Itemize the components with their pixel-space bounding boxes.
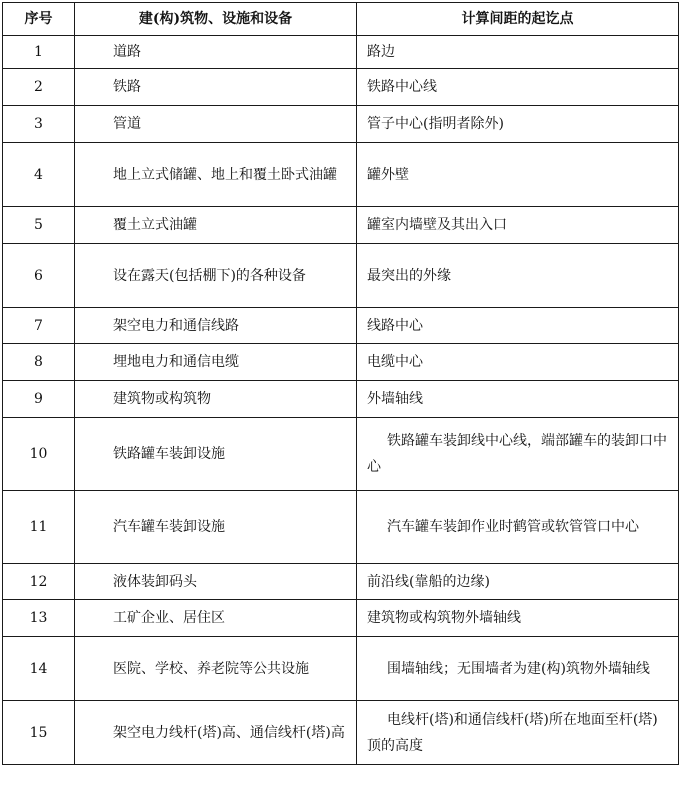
row-item: 设在露天(包括棚下)的各种设备 <box>75 244 357 308</box>
row-point: 罐外壁 <box>357 143 679 207</box>
row-item: 铁路罐车装卸设施 <box>75 418 357 491</box>
row-point: 线路中心 <box>357 308 679 344</box>
row-point: 路边 <box>357 36 679 69</box>
row-no: 11 <box>3 491 75 564</box>
table-row <box>3 600 679 637</box>
row-point: 电缆中心 <box>357 344 679 381</box>
table-row <box>3 637 679 701</box>
header-point: 计算间距的起讫点 <box>357 3 679 36</box>
row-point: 罐室内墙壁及其出入口 <box>357 207 679 244</box>
row-item: 道路 <box>75 36 357 69</box>
row-point: 铁路中心线 <box>357 69 679 106</box>
table-row <box>3 381 679 418</box>
table-row <box>3 491 679 564</box>
row-no: 3 <box>3 106 75 143</box>
spacing-table <box>2 2 679 765</box>
row-item: 地上立式储罐、地上和覆土卧式油罐 <box>75 143 357 207</box>
table-row <box>3 207 679 244</box>
row-item: 医院、学校、养老院等公共设施 <box>75 637 357 701</box>
row-item: 工矿企业、居住区 <box>75 600 357 637</box>
row-no: 14 <box>3 637 75 701</box>
table-row <box>3 418 679 491</box>
row-no: 5 <box>3 207 75 244</box>
row-point: 铁路罐车装卸线中心线，端部罐车的装卸口中心 <box>357 418 679 491</box>
row-item: 架空电力和通信线路 <box>75 308 357 344</box>
row-no: 13 <box>3 600 75 637</box>
row-point: 汽车罐车装卸作业时鹤管或软管管口中心 <box>357 491 679 564</box>
row-no: 12 <box>3 564 75 600</box>
row-item: 液体装卸码头 <box>75 564 357 600</box>
table-row <box>3 36 679 69</box>
row-point: 电线杆(塔)和通信线杆(塔)所在地面至杆(塔)顶的高度 <box>357 701 679 765</box>
row-point: 管子中心(指明者除外) <box>357 106 679 143</box>
row-point: 最突出的外缘 <box>357 244 679 308</box>
table-row <box>3 701 679 765</box>
row-no: 15 <box>3 701 75 765</box>
row-no: 7 <box>3 308 75 344</box>
row-item: 建筑物或构筑物 <box>75 381 357 418</box>
table-row <box>3 564 679 600</box>
header-item: 建(构)筑物、设施和设备 <box>75 3 357 36</box>
row-point: 围墙轴线；无围墙者为建(构)筑物外墙轴线 <box>357 637 679 701</box>
table-row <box>3 106 679 143</box>
row-no: 2 <box>3 69 75 106</box>
row-item: 管道 <box>75 106 357 143</box>
table-row <box>3 143 679 207</box>
row-item: 铁路 <box>75 69 357 106</box>
row-no: 10 <box>3 418 75 491</box>
table-row <box>3 244 679 308</box>
row-no: 8 <box>3 344 75 381</box>
row-item: 汽车罐车装卸设施 <box>75 491 357 564</box>
row-item: 覆土立式油罐 <box>75 207 357 244</box>
row-point: 建筑物或构筑物外墙轴线 <box>357 600 679 637</box>
row-no: 6 <box>3 244 75 308</box>
table-row <box>3 69 679 106</box>
row-item: 埋地电力和通信电缆 <box>75 344 357 381</box>
row-no: 9 <box>3 381 75 418</box>
row-no: 1 <box>3 36 75 69</box>
row-point: 外墙轴线 <box>357 381 679 418</box>
header-row <box>3 3 679 36</box>
row-point: 前沿线(靠船的边缘) <box>357 564 679 600</box>
row-no: 4 <box>3 143 75 207</box>
table-row <box>3 308 679 344</box>
row-item: 架空电力线杆(塔)高、通信线杆(塔)高 <box>75 701 357 765</box>
header-no: 序号 <box>3 3 75 36</box>
table-row <box>3 344 679 381</box>
